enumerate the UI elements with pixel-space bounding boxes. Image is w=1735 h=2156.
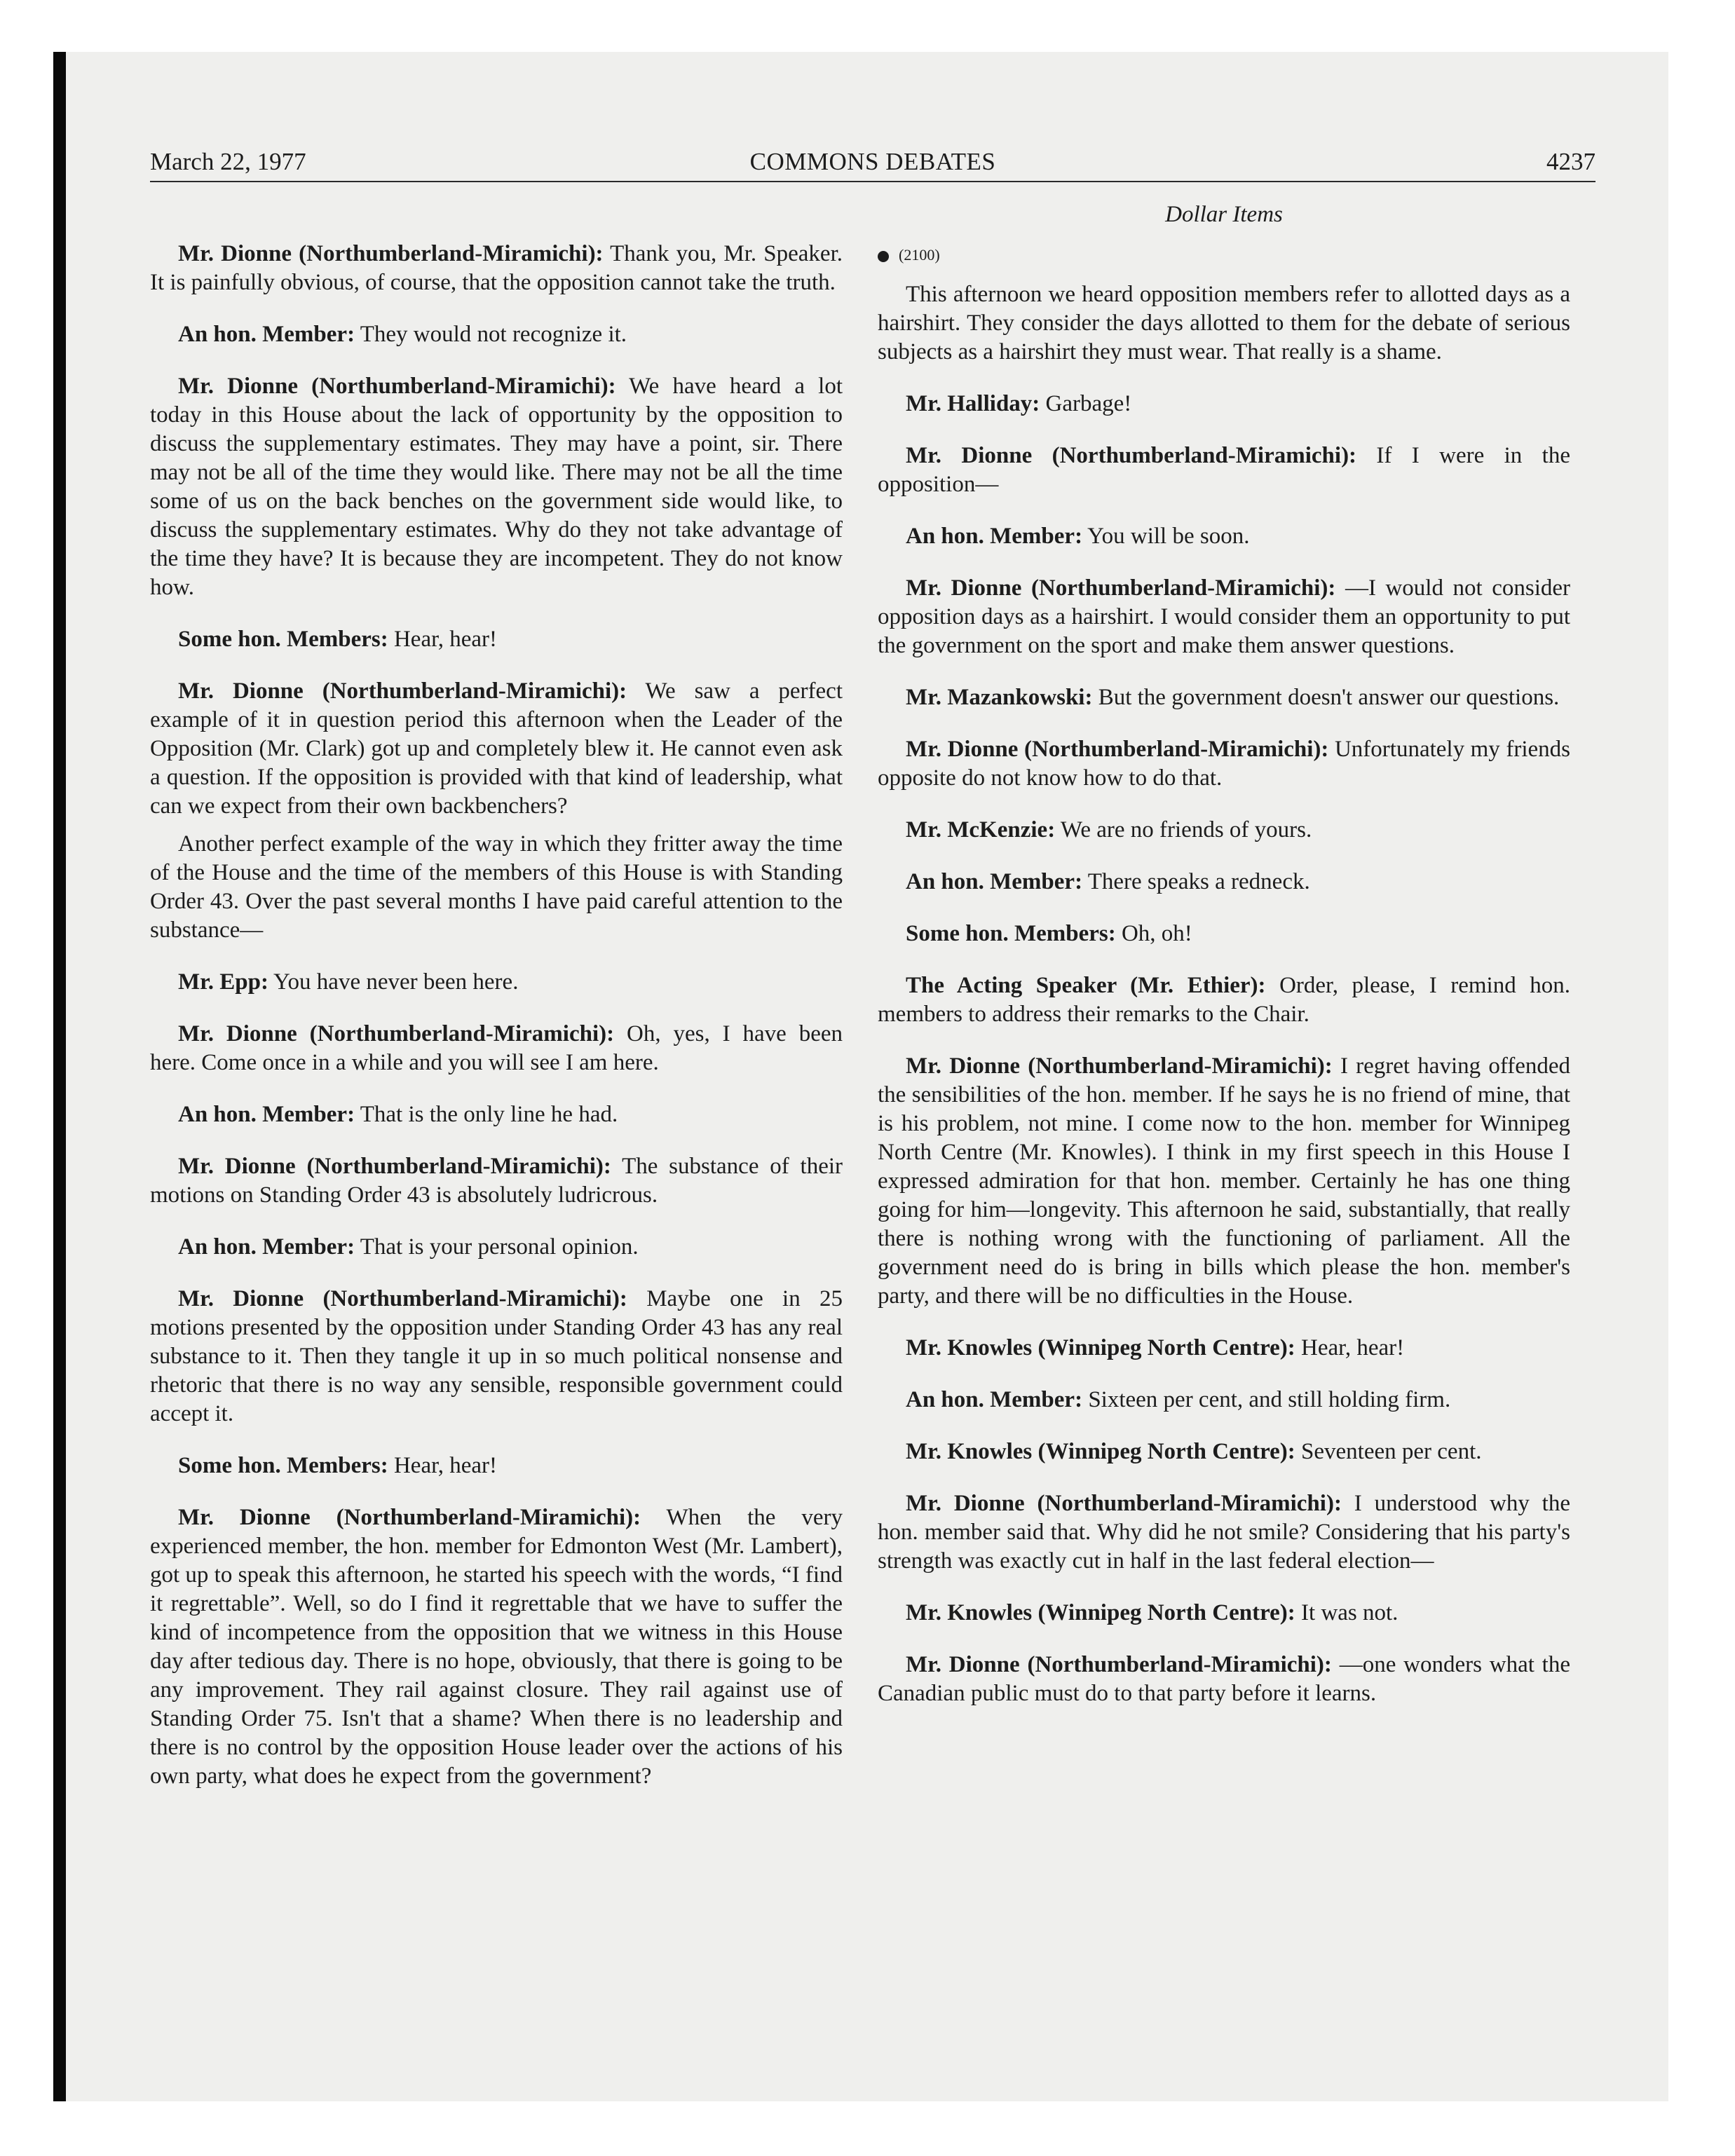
binding-edge-shadow: [53, 52, 66, 2101]
speaker-name: Mr. Dionne (Northumberland-Miramichi):: [178, 1154, 611, 1179]
speech-paragraph: [878, 868, 1570, 896]
speech-paragraph: [150, 240, 843, 297]
speaker-name: Mr. Halliday:: [906, 391, 1040, 416]
speaker-name: Mr. Dionne (Northumberland-Miramichi):: [178, 1505, 641, 1530]
speech-text: Order, please, I remind hon. members to address their remarks to the Chair.: [878, 973, 1570, 1027]
speech-paragraph: [150, 830, 843, 945]
speech-paragraph: [150, 1285, 843, 1428]
speaker-name: Mr. Dionne (Northumberland-Miramichi):: [906, 575, 1336, 601]
speaker-name: Mr. Dionne (Northumberland-Miramichi):: [178, 374, 616, 399]
speech-paragraph: [150, 1020, 843, 1077]
speech-paragraph: [878, 1386, 1570, 1414]
speaker-name: Some hon. Members:: [178, 1453, 388, 1478]
speaker-name: Mr. Epp:: [178, 969, 268, 995]
speech-paragraph: [150, 320, 843, 349]
speech-text: If I were in the opposition—: [878, 443, 1570, 497]
time-mark-text: (2100): [899, 246, 940, 264]
speech-paragraph: [878, 1052, 1570, 1311]
speech-paragraph: [878, 1438, 1570, 1466]
speech-paragraph: [150, 677, 843, 821]
speech-paragraph: [878, 920, 1570, 948]
left-column: [150, 240, 843, 1814]
speaker-name: Mr. Dionne (Northumberland-Miramichi):: [906, 1053, 1333, 1079]
speech-paragraph: [878, 1489, 1570, 1576]
publication-title: COMMONS DEBATES: [749, 148, 996, 175]
speaker-name: An hon. Member:: [906, 869, 1083, 894]
speaker-name: Mr. Dionne (Northumberland-Miramichi):: [178, 1286, 627, 1311]
speech-text: They would not recognize it.: [360, 322, 627, 347]
speech-paragraph: [878, 442, 1570, 499]
speech-paragraph: [150, 1233, 843, 1262]
speech-text: Seventeen per cent.: [1301, 1439, 1482, 1464]
speaker-name: Mr. Dionne (Northumberland-Miramichi):: [906, 737, 1329, 762]
speech-text: —I would not consider opposition days as a hairshirt. I would consider them an opportunity to put the government on the sport and make them answer questions.: [878, 575, 1571, 658]
speech-paragraph: [878, 390, 1570, 418]
speech-paragraph: [150, 1503, 843, 1791]
speaker-name: Mr. Mazankowski:: [906, 685, 1093, 710]
speech-text: That is your personal opinion.: [360, 1234, 639, 1260]
speech-text: Another perfect example of the way in which they fritter away the time of the House and the time of the members of this House is with Standing Order 43. Over the past several months I have paid careful attention to the substance—: [150, 831, 843, 943]
running-header: [150, 144, 1595, 179]
speech-text: This afternoon we heard opposition members refer to allotted days as a hairshirt. They consider the days allotted to them for the debate of serious subjects as a hairshirt they must wear. That really is a shame.: [878, 282, 1570, 364]
speech-text: We are no friends of yours.: [1060, 817, 1312, 842]
speech-text: Hear, hear!: [393, 1453, 498, 1478]
speech-text: —one wonders what the Canadian public must do to that party before it learns.: [878, 1652, 1570, 1706]
speech-text: We saw a perfect example of it in question period this afternoon when the Leader of the Opposition (Mr. Clark) got up and completely blew it. He cannot even ask a question. If the opposition is provided with that kind of leadership, what can we expect from their own backbenchers?: [150, 678, 843, 819]
speech-paragraph: [878, 574, 1570, 660]
speaker-name: Mr. Knowles (Winnipeg North Centre):: [906, 1439, 1295, 1464]
speaker-name: Some hon. Members:: [906, 921, 1116, 946]
speech-paragraph: [878, 971, 1570, 1029]
speaker-name: An hon. Member:: [906, 1387, 1083, 1412]
bullet-icon: [878, 251, 889, 262]
speech-paragraph: [150, 625, 843, 654]
speaker-name: Mr. McKenzie:: [906, 817, 1056, 842]
speaker-name: An hon. Member:: [178, 1234, 355, 1260]
time-marker: [878, 240, 1570, 269]
speech-paragraph: [150, 1100, 843, 1129]
speaker-name: An hon. Member:: [178, 322, 355, 347]
speech-text: Oh, oh!: [1121, 921, 1192, 946]
header-date: March 22, 1977: [150, 148, 306, 175]
speech-text: We have heard a lot today in this House about the lack of opportunity by the opposition to discuss the supplementary estimates. They may have a point, sir. There may not be all of the time they would like. There may not be all the time some of us on the back benches on the government side would like, to discuss the supplementary estimates. Why do they not take advantage of the time they have? It is because they are incompetent. They do not know how.: [150, 374, 843, 600]
speech-paragraph: [878, 735, 1570, 793]
right-column: [878, 200, 1570, 1731]
speech-text: Unfortunately my friends opposite do not know how to do that.: [878, 737, 1570, 791]
speech-text: That is the only line he had.: [360, 1102, 618, 1127]
speech-text: Garbage!: [1045, 391, 1132, 416]
speaker-name: Mr. Knowles (Winnipeg North Centre):: [906, 1335, 1295, 1360]
speech-text: I understood why the hon. member said that. Why did he not smile? Considering that his party's strength was exactly cut in half in the last federal election—: [878, 1491, 1570, 1574]
speech-paragraph: [878, 522, 1570, 551]
speech-text: Sixteen per cent, and still holding firm.: [1088, 1387, 1451, 1412]
speech-paragraph: [150, 1452, 843, 1480]
speaker-name: An hon. Member:: [178, 1102, 355, 1127]
right-column-body: [878, 280, 1570, 1708]
speech-paragraph: [878, 1334, 1570, 1363]
speech-text: There speaks a redneck.: [1087, 869, 1310, 894]
speaker-name: Mr. Dionne (Northumberland-Miramichi):: [906, 1491, 1342, 1516]
speech-text: When the very experienced member, the hon. member for Edmonton West (Mr. Lambert), got up to speak this afternoon, he started his speech with the words, “I find it regrettable”. Well, so do I find it regrettable that we have to suffer the kind of incompetence from the opposition that we witness in this House day after tedious day. There is no hope, obviously, that there is going to be any improvement. They rail against closure. They rail against use of Standing Order 75. Isn't that a shame? When there is no leadership and there is no control by the opposition House leader over the actions of his own party, what does he expect from the government?: [150, 1505, 843, 1789]
speech-text: I regret having offended the sensibilities of the hon. member. If he says he is no friend of mine, that is his problem, not mine. I come now to the hon. member for Winnipeg North Centre (Mr. Knowles). I think in my first speech in this House I expressed admiration for that hon. member. Certainly he has one thing going for him—longevity. This afternoon he said, substantially, that really there is nothing wrong with the functioning of parliament. All the government need do is bring in bills which please the hon. member's party, and there will be no difficulties in the House.: [878, 1053, 1571, 1309]
speaker-name: An hon. Member:: [906, 524, 1083, 549]
speech-text: You will be soon.: [1087, 524, 1250, 549]
speech-paragraph: [878, 280, 1570, 367]
speech-text: Hear, hear!: [1301, 1335, 1405, 1360]
speech-paragraph: [150, 968, 843, 997]
speech-paragraph: [150, 1152, 843, 1210]
speech-paragraph: [878, 1599, 1570, 1628]
speech-paragraph: [878, 1651, 1570, 1708]
speech-text: Hear, hear!: [393, 627, 498, 652]
speaker-name: Mr. Knowles (Winnipeg North Centre):: [906, 1600, 1295, 1625]
speech-text: The substance of their motions on Standing Order 43 is absolutely ludricrous.: [150, 1154, 843, 1208]
speech-paragraph: [878, 683, 1570, 712]
speaker-name: Some hon. Members:: [178, 627, 388, 652]
speaker-name: Mr. Dionne (Northumberland-Miramichi):: [906, 1652, 1332, 1677]
speaker-name: Mr. Dionne (Northumberland-Miramichi):: [178, 678, 627, 704]
speech-text: Oh, yes, I have been here. Come once in a while and you will see I am here.: [150, 1021, 843, 1075]
speech-paragraph: [150, 372, 843, 602]
speaker-name: Mr. Dionne (Northumberland-Miramichi):: [178, 241, 604, 266]
speech-text: Thank you, Mr. Speaker. It is painfully obvious, of course, that the opposition cannot take the truth.: [150, 241, 843, 295]
section-title: Dollar Items: [1165, 202, 1283, 227]
speaker-name: Mr. Dionne (Northumberland-Miramichi):: [178, 1021, 615, 1046]
speaker-name: The Acting Speaker (Mr. Ethier):: [906, 973, 1266, 998]
speaker-name: Mr. Dionne (Northumberland-Miramichi):: [906, 443, 1357, 468]
speech-text: Maybe one in 25 motions presented by the opposition under Standing Order 43 has any real substance to it. Then they tangle it up in so much political nonsense and rhetoric that there is no way any sensible, responsible government could accept it.: [150, 1286, 843, 1426]
speech-text: You have never been here.: [273, 969, 519, 995]
speech-text: It was not.: [1301, 1600, 1399, 1625]
speech-paragraph: [878, 816, 1570, 845]
header-rule: [150, 181, 1595, 182]
page-number: 4237: [1546, 148, 1595, 175]
speech-text: But the government doesn't answer our questions.: [1098, 685, 1560, 710]
